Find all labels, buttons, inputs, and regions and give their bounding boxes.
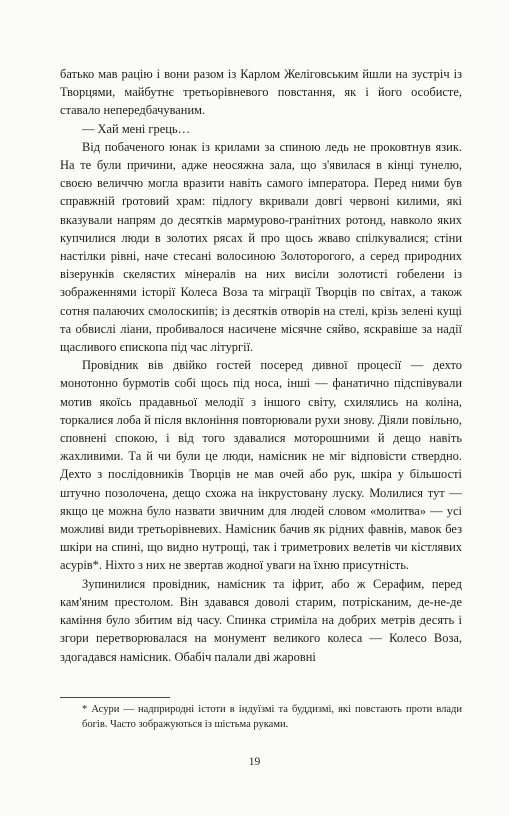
paragraph-4: Провідник вів двійко гостей посеред дивної процесії — дехто монотонно бурмотів собі щось під носа, інші — фанатично підспівували мотив якоїсь прадавньої мелодії з іншого світу, схилялись на коліна, торкалися лоба й після вклоніння повторювали рухи знову. Діяли повільно, сповнені спокою, і від того здавалися моторошними й дещо навіть жахливими. Та й чи були це люди, намісник не міг відповісти ствердно. Дехто з послідовників Творців не мав очей або рук, шкіра у більшості штучно позолочена, дещо схожа на інкрустовану луску. Молилися тут — якщо це можна було назвати звичним для людей словом «молитва» — усі можливі види третьорівневих. Намісник бачив як рідних фавнів, мавок без шкіри на спині, що видно нутрощі, так і триметрових велетів чи кістлявих асурів*. Ніхто з них не звертав жодної уваги на їхню присутність.	[60, 358, 462, 573]
footnote	[60, 702, 462, 732]
footnote-divider	[60, 697, 170, 698]
paragraph-1: батько мав рацію і вони разом із Карлом Желіговським йшли на зустріч із Творцями, майбутнє третьорівневого повстання, як і його особисте, ставало непередбачуваним.	[60, 67, 462, 118]
paragraph-5: Зупинилися провідник, намісник та іфрит, або ж Серафим, перед кам'яним престолом. Він здавався доволі старим, потрісканим, де-не-де каміння було збитим від часу. Спинка стриміла на добрих метрів десять і згори перетворювалася на монумент великого колеса — Колесо Воза, здогадався намісник. Обабіч палали дві жаровні	[60, 576, 462, 664]
paragraph-2: — Хай мені грець…	[82, 121, 191, 136]
main-text	[60, 65, 462, 666]
footnote-text: * Асури — надприродні істоти в індуїзмі та буддизмі, які повстають проти влади богів. Часто зображуються із шістьма руками.	[82, 704, 462, 730]
page-number: 19	[248, 756, 261, 768]
paragraph-3: Від побаченого юнак із крилами за спиною ледь не проковтнув язик. На те були причини, адже неосяжна зала, що з'явилася в кінці тунелю, своєю величчю могла вразити навіть самого імператора. Перед ними був справжній ґротовий храм: підлогу вкривали довгі червоні килими, які вказували напрям до десятків мармурово-гранітних ротонд, навколо яких купчилися люди в золотих рясах й про щось жваво спілкувалися; стіни настілки рівні, наче стесані волосиною Золоторогого, а серед природних візерунків скелястих мінералів на них висіли золотисті гобелени із зображеннями історії Колеса Воза та міграції Творців по світах, а також сотня палаючих смолоскипів; із десятків отворів на стелі, крізь зелені кущі та обвислі ліани, пробивалося насичене місячне сяйво, яскравіше за надії щасливого єпископа під час літургії.	[60, 139, 462, 355]
